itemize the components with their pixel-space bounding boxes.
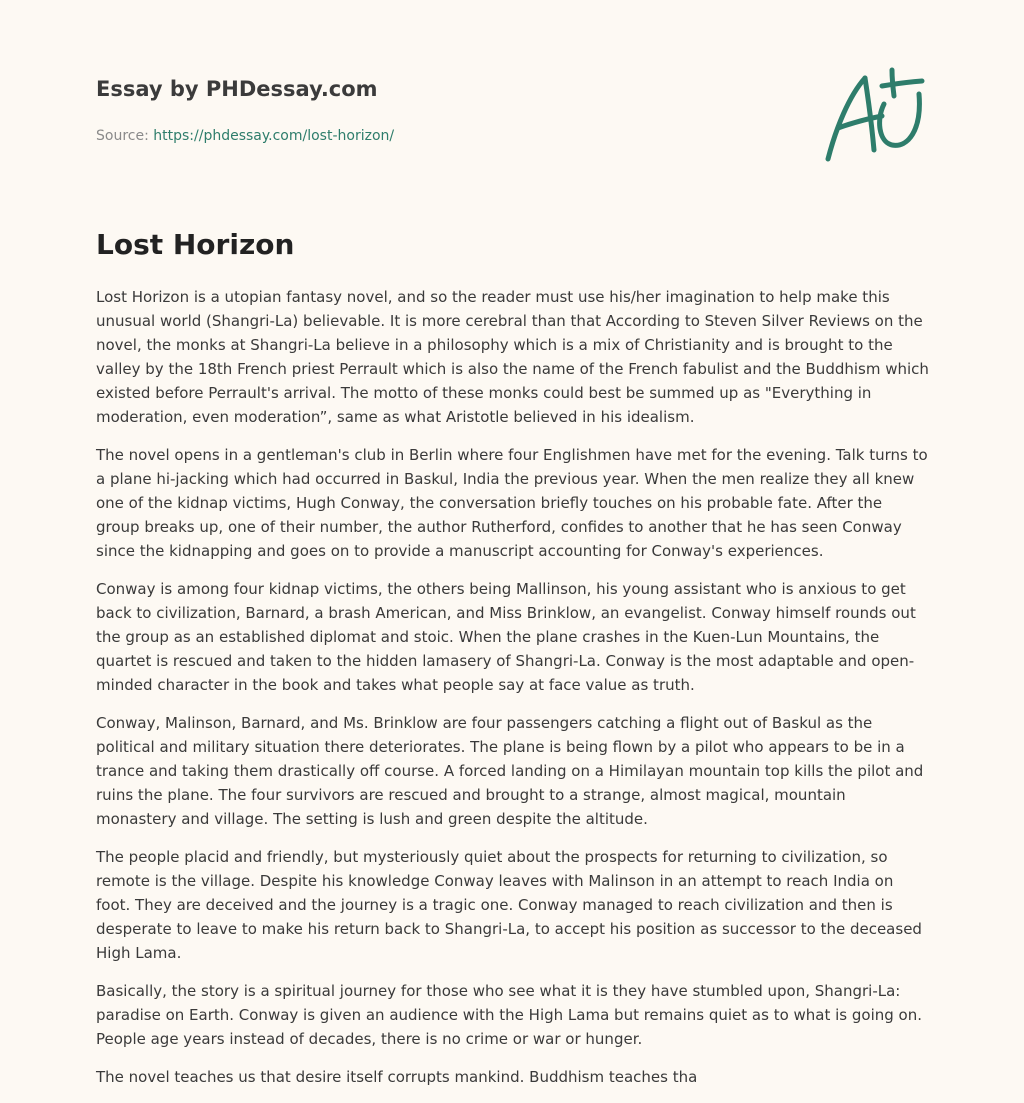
source-line	[96, 126, 796, 146]
essay-paragraph: Lost Horizon is a utopian fantasy novel, and so the reader must use his/her imagination to help make this unusual world (Shangri-La) believable. It is more cerebral than that According to Steven Silver Reviews on the novel, the monks at Shangri-La believe in a philosophy which is a mix of Christianity and is brought to the valley by the 18th French priest Perrault which is also the name of the French fabulist and the Buddhism which existed before Perrault's arrival. The motto of these monks could best be summed up as "Everything in moderation, even moderation”, same as what Aristotle believed in his idealism.	[96, 288, 929, 426]
essay-body	[96, 285, 930, 1103]
essay-paragraph: The people placid and friendly, but mysteriously quiet about the prospects for returning to civilization, so remote is the village. Despite his knowledge Conway leaves with Malinson in an attempt to reach India on foot. They are deceived and the journey is a tragic one. Conway managed to reach civilization and then is desperate to leave to make his return back to Shangri-La, to accept his position as successor to the deceased High Lama.	[96, 848, 922, 962]
essay-header	[96, 74, 796, 146]
site-brand: Essay by PHDessay.com	[96, 77, 378, 101]
essay-paragraph: Conway is among four kidnap victims, the others being Mallinson, his young assistant who is anxious to get back to civilization, Barnard, a brash American, and Miss Brinklow, an evangelist. Conway himself rounds out the group as an established diplomat and stoic. When the plane crashes in the Kuen-Lun Mountains, the quartet is rescued and taken to the hidden lamasery of Shangri-La. Conway is the most adaptable and open-minded character in the book and takes what people say at face value as truth.	[96, 580, 916, 694]
a-plus-logo-icon	[822, 66, 932, 166]
essay-paragraph: The novel teaches us that desire itself corrupts mankind. Buddhism teaches tha	[96, 1068, 698, 1086]
source-label: Source:	[96, 128, 149, 144]
source-link[interactable]: https://phdessay.com/lost-horizon/	[153, 128, 395, 144]
essay-paragraph: Basically, the story is a spiritual journey for those who see what it is they have stumbled upon, Shangri-La: paradise on Earth. Conway is given an audience with the High Lama but remains quiet as to what is going on. People age years instead of decades, there is no crime or war or hunger.	[96, 982, 923, 1048]
essay-title: Lost Horizon	[96, 228, 295, 261]
essay-paragraph: Conway, Malinson, Barnard, and Ms. Brinklow are four passengers catching a flight out of Baskul as the political and military situation there deteriorates. The plane is being flown by a pilot who appears to be in a trance and taking them drastically off course. A forced landing on a Himilayan mountain top kills the pilot and ruins the plane. The four survivors are rescued and brought to a strange, almost magical, mountain monastery and village. The setting is lush and green despite the altitude.	[96, 714, 924, 828]
essay-paragraph: The novel opens in a gentleman's club in Berlin where four Englishmen have met for the evening. Talk turns to a plane hi-jacking which had occurred in Baskul, India the previous year. When the men realize they all knew one of the kidnap victims, Hugh Conway, the conversation briefly touches on his probable fate. After the group breaks up, one of their number, the author Rutherford, confides to another that he has seen Conway since the kidnapping and goes on to provide a manuscript accounting for Conway's experiences.	[96, 446, 928, 560]
